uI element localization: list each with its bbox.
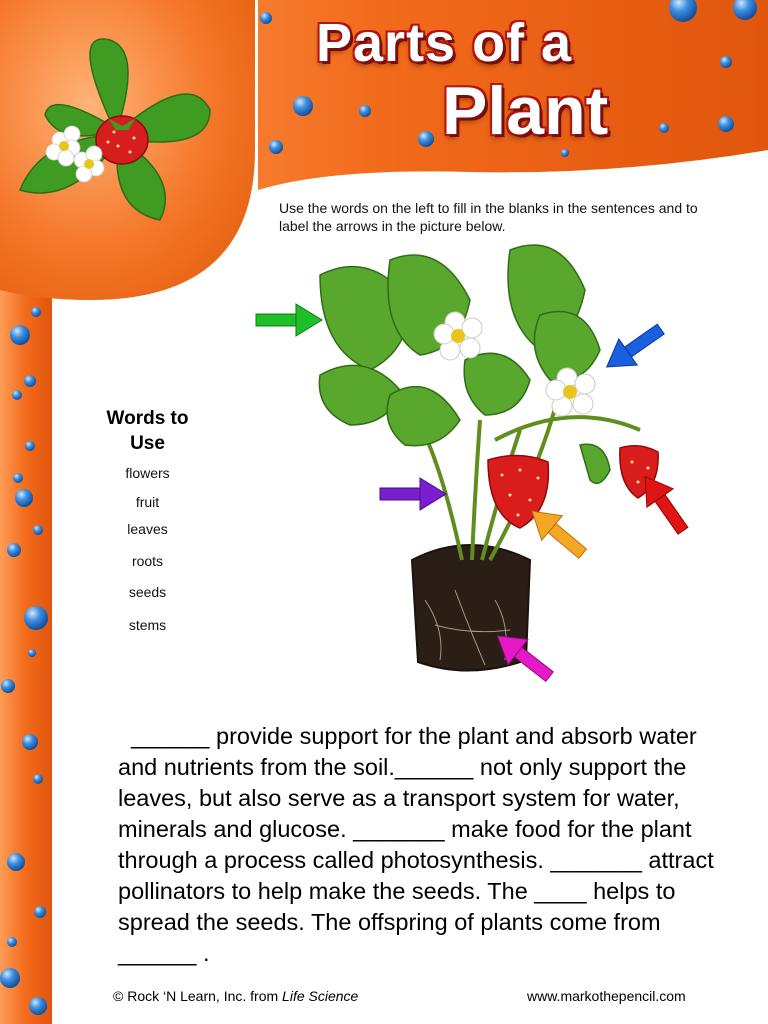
copyright-book-title: Life Science (282, 988, 359, 1004)
words-to-use-heading (90, 406, 205, 456)
website-footer: www.markothepencil.com (527, 988, 686, 1004)
sentence-3: _______ make food for the plant through a process called photosynthesis. (118, 816, 692, 873)
word-flowers: flowers (125, 465, 170, 481)
sentence-2: ______ not only support the leaves, but also serve as a transport system for water, minerals and glucose. (118, 754, 687, 842)
fill-in-paragraph (118, 721, 728, 969)
sentence-6: The offspring of plants come from ______ . (118, 909, 661, 966)
copyright-text: © Rock ‘N Learn, Inc. from (113, 988, 283, 1004)
copyright-footer (113, 988, 358, 1004)
strawberry-plant-image (240, 230, 700, 690)
instructions-text: Use the words on the left to fill in the blanks in the sentences and to label the arrows in the picture below. (279, 200, 698, 234)
sentence-5: The ____ helps to spread the seeds. (118, 878, 676, 935)
word-seeds: seeds (128, 584, 167, 600)
word-fruit: fruit (135, 494, 160, 510)
words-heading-line-1: Words to (106, 408, 189, 429)
sentence-4: _______ attract pollinators to help make the seeds. (118, 847, 714, 904)
title-line-1: Parts of a (316, 13, 573, 73)
word-stems: stems (128, 617, 167, 633)
title-line-2: Plant (442, 73, 609, 149)
sentence-1: ______ provide support for the plant and absorb water and nutrients from the soil. (118, 723, 697, 780)
strawberry-sprig-image (10, 20, 230, 230)
word-roots: roots (131, 553, 164, 569)
words-heading-line-2: Use (130, 433, 165, 454)
word-leaves: leaves (127, 521, 168, 537)
